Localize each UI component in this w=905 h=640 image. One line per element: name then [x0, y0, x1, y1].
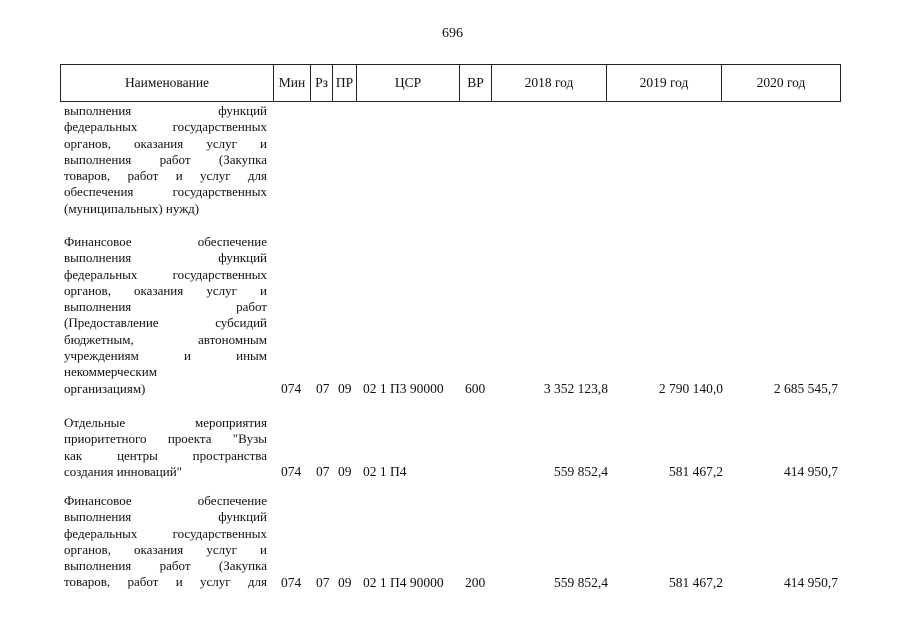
- header-2019: 2019 год: [607, 65, 722, 102]
- cell-y2019: 581 467,2: [669, 463, 723, 479]
- row-name-line: (муниципальных) нужд): [64, 200, 200, 216]
- cell-csr: 02 1 П4 90000: [363, 574, 444, 590]
- row-name: [64, 234, 267, 397]
- row-name-line: выполнения функций: [64, 103, 267, 118]
- header-csr: ЦСР: [357, 65, 460, 102]
- cell-pr: 09: [338, 574, 352, 590]
- row-name: [64, 103, 267, 217]
- row-name-line: выполнения работ (Закупка: [64, 151, 267, 167]
- cell-rz: 07: [316, 463, 330, 479]
- row-name-line: выполнения функций: [64, 509, 267, 525]
- header-rz: Рз: [311, 65, 333, 102]
- row-name-line: Финансовое обеспечение: [64, 493, 267, 508]
- row-name-line: обеспечения государственных: [64, 184, 267, 200]
- cell-csr: 02 1 П3 90000: [363, 380, 444, 396]
- cell-csr: 02 1 П4: [363, 463, 407, 479]
- header-pr: ПР: [333, 65, 357, 102]
- cell-y2018: 559 852,4: [554, 463, 608, 479]
- row-name-line: федеральных государственных: [64, 266, 267, 282]
- row-name-line: органов, оказания услуг и: [64, 541, 267, 557]
- header-vr: ВР: [460, 65, 492, 102]
- cell-y2018: 3 352 123,8: [543, 380, 608, 396]
- row-name-line: приоритетного проекта "Вузы: [64, 431, 267, 447]
- row-name-line: товаров, работ и услуг для: [64, 168, 267, 184]
- row-name-line: как центры пространства: [64, 447, 267, 463]
- row-name-line: органов, оказания услуг и: [64, 282, 267, 298]
- row-name-line: бюджетным, автономным: [64, 331, 267, 347]
- cell-vr: 200: [465, 574, 486, 590]
- cell-rz: 07: [316, 574, 330, 590]
- header-name: Наименование: [61, 65, 274, 102]
- row-name-line: Отдельные мероприятия: [64, 415, 267, 430]
- header-2020: 2020 год: [722, 65, 841, 102]
- row-name-line: учреждениям и иным: [64, 348, 267, 364]
- cell-y2020: 2 685 545,7: [773, 380, 838, 396]
- header-2018: 2018 год: [492, 65, 607, 102]
- header-min: Мин: [274, 65, 311, 102]
- cell-y2018: 559 852,4: [554, 574, 608, 590]
- cell-pr: 09: [338, 463, 352, 479]
- cell-rz: 07: [316, 380, 330, 396]
- row-name-line: организациям): [64, 380, 146, 396]
- row-name-line: федеральных государственных: [64, 119, 267, 135]
- cell-min: 074: [281, 463, 302, 479]
- cell-pr: 09: [338, 380, 352, 396]
- row-name-line: федеральных государственных: [64, 525, 267, 541]
- cell-y2019: 581 467,2: [669, 574, 723, 590]
- row-name: [64, 415, 267, 480]
- row-name-line: (Предоставление субсидий: [64, 315, 267, 331]
- row-name-line: создания инноваций": [64, 463, 182, 479]
- row-name-line: выполнения функций: [64, 250, 267, 266]
- row-name-line: выполнения работ: [64, 299, 267, 315]
- row-name-line: товаров, работ и услуг для: [64, 574, 267, 590]
- row-name-line: органов, оказания услуг и: [64, 135, 267, 151]
- cell-y2020: 414 950,7: [784, 463, 838, 479]
- cell-vr: 600: [465, 380, 486, 396]
- table-header: [60, 64, 841, 102]
- row-name: [64, 493, 267, 591]
- row-name-line: некоммерческим: [64, 364, 157, 380]
- cell-y2019: 2 790 140,0: [658, 380, 723, 396]
- row-name-line: выполнения работ (Закупка: [64, 558, 267, 574]
- row-name-line: Финансовое обеспечение: [64, 234, 267, 249]
- page-number: 696: [442, 26, 463, 41]
- cell-min: 074: [281, 380, 302, 396]
- cell-min: 074: [281, 574, 302, 590]
- cell-y2020: 414 950,7: [784, 574, 838, 590]
